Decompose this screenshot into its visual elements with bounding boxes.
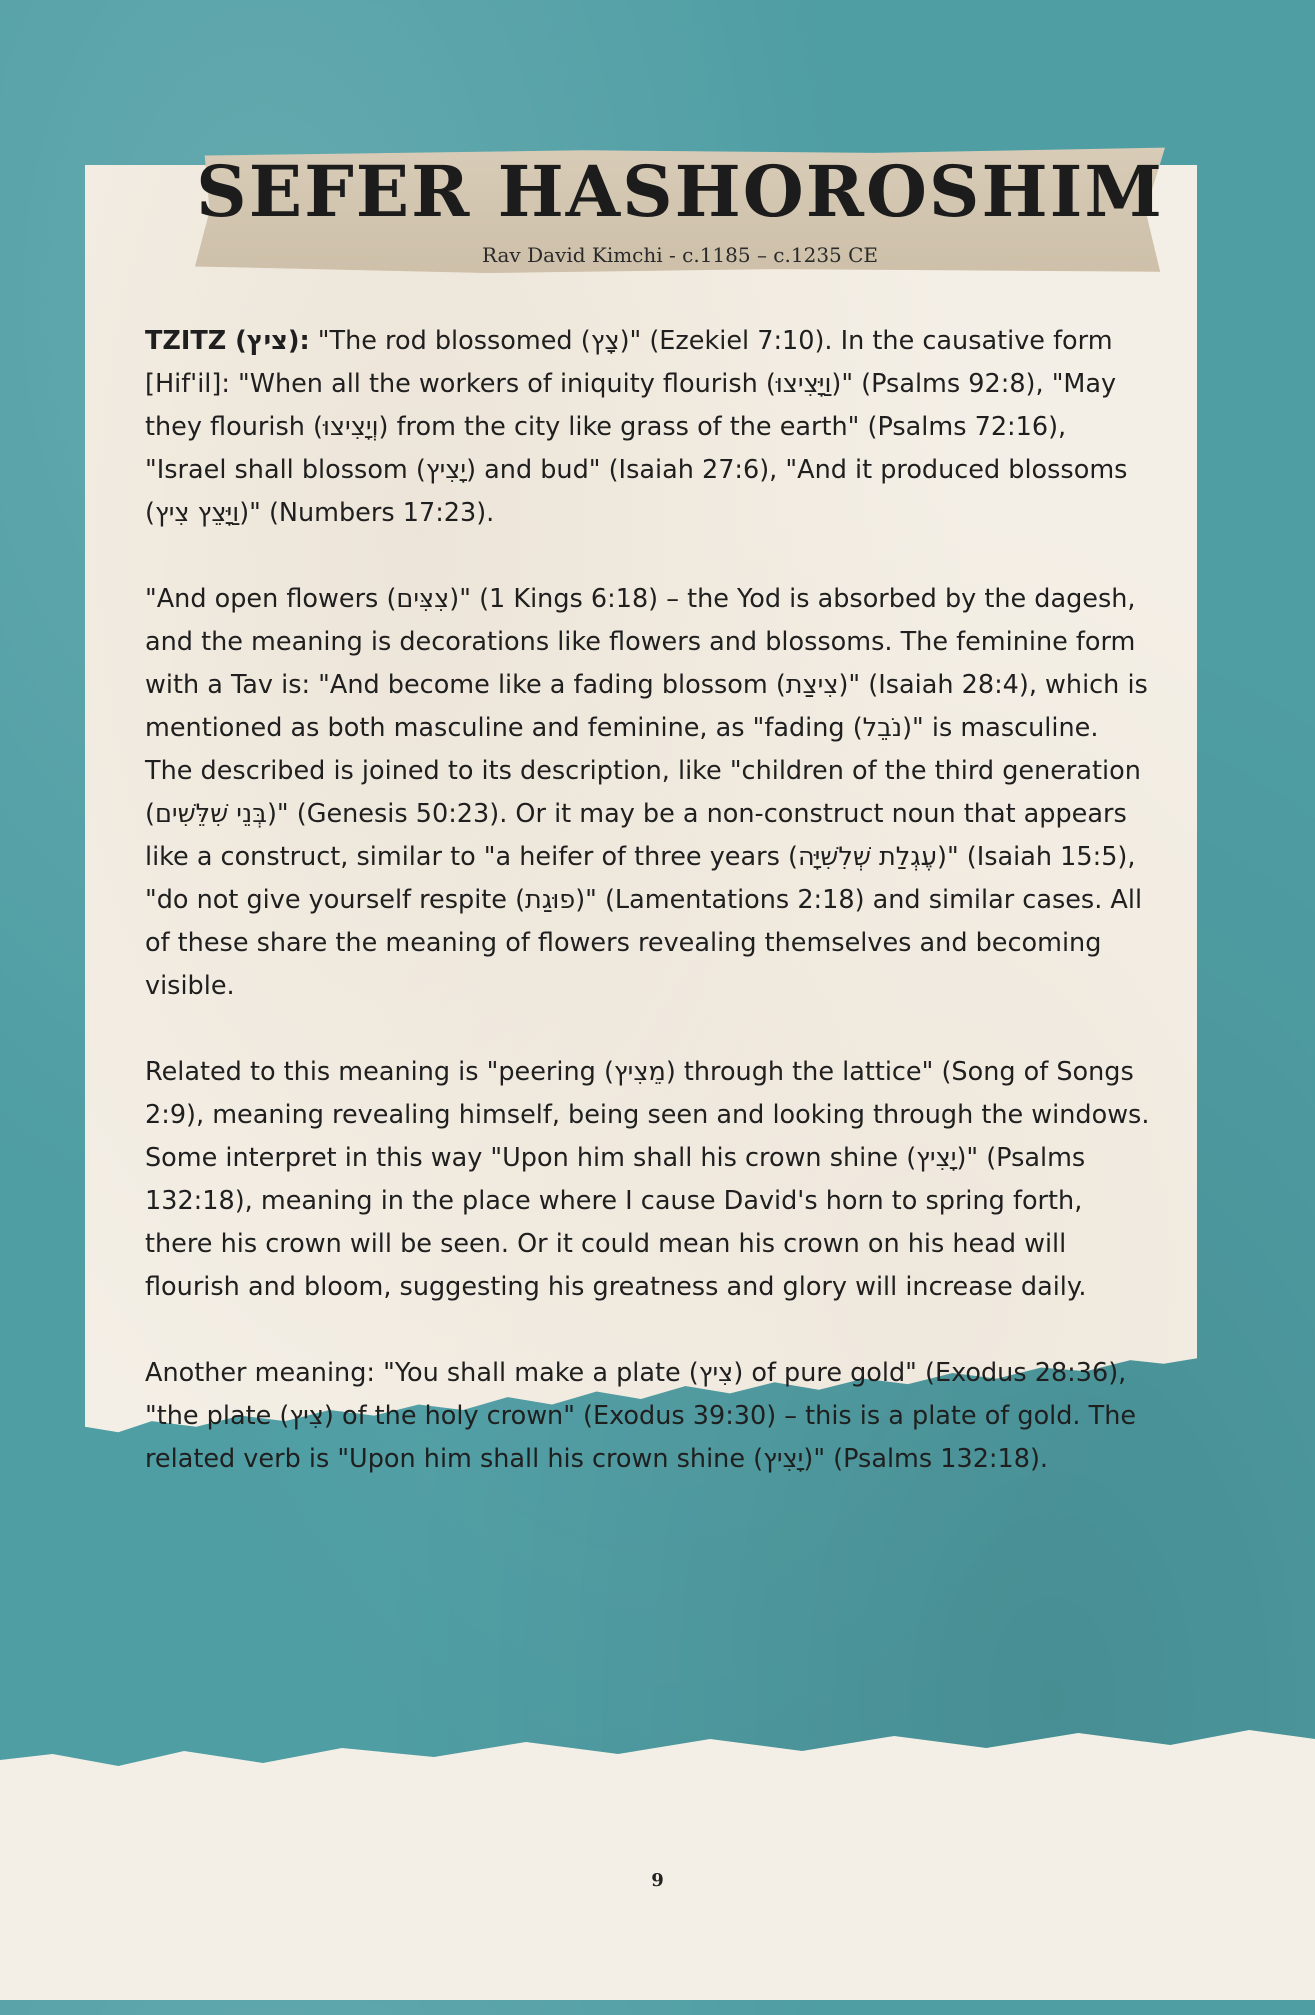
paragraph-3: Related to this meaning is "peering (מֵצִיץ) through the lattice" (Song of Songs 2:9), meaning revealing himself, being seen and looking through the windows. Some interpret in this way "Upon him shall his crown shine (יָצִיץ)" (Psalms 132:18), meaning in the place where I cause David's horn to spring forth, there his crown will be seen. Or it could mean his crown on his head will flourish and bloom, suggesting his greatness and glory will increase daily. [145,1057,1150,1302]
paragraph-4: Another meaning: "You shall make a plate (צִיץ) of pure gold" (Exodus 28:36), "the plate (צִיץ) of the holy crown" (Exodus 39:30) – this is a plate of gold. The related verb is "Upon him shall his crown shine (יָצִיץ)" (Psalms 132:18). [145,1358,1137,1474]
paragraph-2: "And open flowers (צִצִּים)" (1 Kings 6:18) – the Yod is absorbed by the dagesh, and the meaning is decorations like flowers and blossoms. The feminine form with a Tav is: "And become like a fading blossom (צִיצַת)" (Isaiah 28:4), which is mentioned as both masculine and feminine, as "fading (נֹבֵל)" is masculine. The described is joined to its description, like "children of the third generation (בְּנֵי שִׁלֵּשִׁים)" (Genesis 50:23). Or it may be a non-construct noun that appears like a construct, similar to "a heifer of three years (עֶגְלַת שְׁלִשִׁיָּה)" (Isaiah 15:5), "do not give yourself respite (פוּגַת)" (Lamentations 2:18) and similar cases. All of these share the meaning of flowers revealing themselves and becoming visible. [145,584,1148,1001]
page-title: SEFER HASHOROSHIM [196,150,1164,233]
paragraph-1-text: "The rod blossomed (צָץ)" (Ezekiel 7:10). In the causative form [Hif'il]: "When all the workers of iniquity flourish (וַיָּצִיצוּ)" (Psalms 92:8), "May they flourish (וְיָצִיצוּ) from the city like grass of the earth" (Psalms 72:16), "Israel shall blossom (יָצִיץ) and bud" (Isaiah 27:6), "And it produced blossoms (וַיָּצֵץ צִיץ)" (Numbers 17:23). [145,326,1128,528]
paragraph-1 [145,320,1150,535]
entry-term: TZITZ (ציץ): [145,326,310,356]
entry-body [145,320,1150,1524]
torn-paper-bottom [0,1700,1315,2000]
page-number: 9 [651,1870,664,1891]
author-subtitle: Rav David Kimchi - c.1185 – c.1235 CE [481,243,879,267]
